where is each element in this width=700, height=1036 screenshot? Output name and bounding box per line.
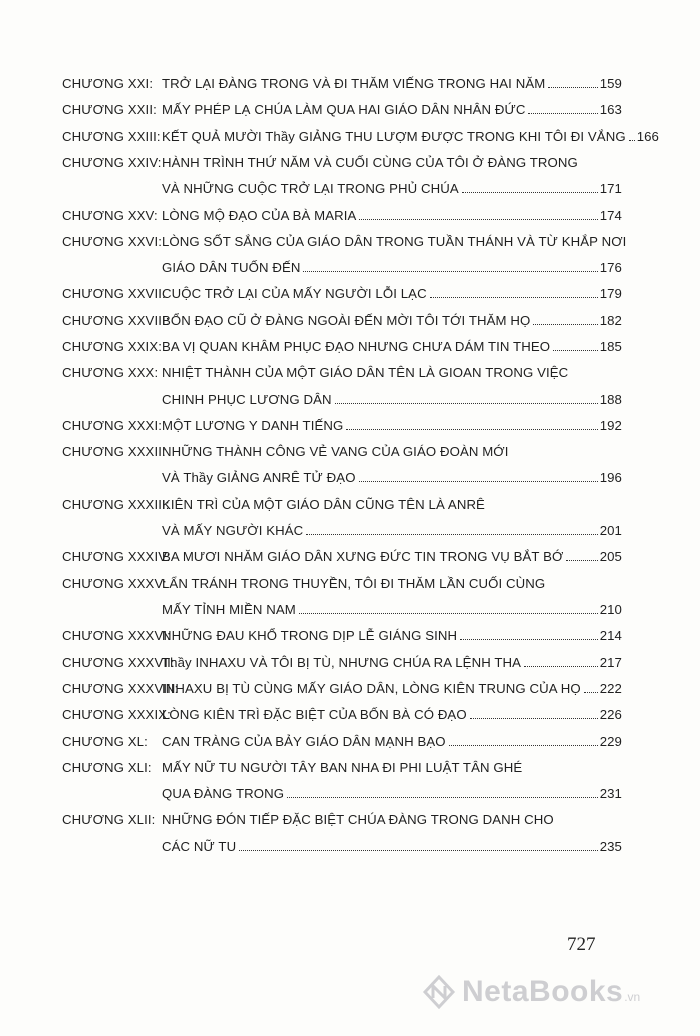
toc-title-line: CHINH PHỤC LƯƠNG DÂN bbox=[162, 391, 332, 407]
toc-title-line: MỘT LƯƠNG Y DANH TIẾNG bbox=[162, 417, 344, 433]
toc-title-line: INHAXU BỊ TÙ CÙNG MẤY GIÁO DÂN, LÒNG KIÊN TRUNG CỦA HỌ bbox=[162, 680, 581, 696]
toc-leader-dots bbox=[553, 350, 598, 351]
toc-chapter-number: CHƯƠNG XXX: bbox=[62, 365, 159, 381]
toc-leader-dots bbox=[566, 560, 597, 561]
toc-title-line: TRỞ LẠI ĐÀNG TRONG VÀ ĐI THĂM VIẾNG TRONG HAI NĂM bbox=[162, 76, 546, 91]
toc-chapter-number: CHƯƠNG XXVI: bbox=[62, 233, 162, 249]
toc-page-number: 226 bbox=[599, 707, 622, 723]
toc-title-line: HÀNH TRÌNH THỨ NĂM VÀ CUỐI CÙNG CỦA TÔI Ở ĐÀNG TRONG bbox=[162, 154, 578, 170]
toc-page-number: 205 bbox=[599, 549, 622, 565]
toc-chapter-number: CHƯƠNG XXXVI: bbox=[62, 628, 171, 644]
page-number: 727 bbox=[567, 934, 596, 955]
toc-entry bbox=[62, 444, 622, 497]
toc-entry bbox=[62, 155, 622, 208]
toc-chapter-number: CHƯƠNG XLII: bbox=[62, 812, 156, 828]
toc-page-number: 210 bbox=[599, 601, 622, 617]
toc-chapter-number: CHƯƠNG XXVII: bbox=[62, 286, 166, 302]
toc-title-line: LÒNG KIÊN TRÌ ĐẶC BIỆT CỦA BỐN BÀ CÓ ĐẠO bbox=[162, 707, 467, 723]
toc-chapter-number: CHƯƠNG XXII: bbox=[62, 102, 157, 118]
toc-title-line: GIÁO DÂN TUỐN ĐẾN bbox=[162, 260, 301, 276]
toc-page-number: 159 bbox=[599, 76, 622, 91]
toc-entry bbox=[62, 233, 627, 287]
toc-chapter-number: CHƯƠNG XXXV: bbox=[62, 575, 167, 591]
toc-page-number: 222 bbox=[599, 680, 622, 696]
toc-entry bbox=[62, 286, 622, 312]
toc-chapter-number: CHƯƠNG XXI: bbox=[62, 76, 154, 91]
toc-entry bbox=[62, 549, 622, 575]
toc-leader-dots bbox=[335, 403, 598, 404]
toc-page-number: 229 bbox=[599, 733, 622, 749]
toc-title-line: QUA ĐÀNG TRONG bbox=[162, 786, 285, 802]
toc-chapter-number: CHƯƠNG XXXI: bbox=[62, 417, 162, 433]
toc-title-line: MẤY PHÉP LẠ CHÚA LÀM QUA HAI GIÁO DÂN NHÂN ĐỨC bbox=[162, 102, 526, 118]
toc-entry bbox=[62, 128, 659, 155]
toc-leader-dots bbox=[430, 297, 598, 298]
toc-chapter-number: CHƯƠNG XXVIII: bbox=[62, 312, 170, 328]
toc-entry bbox=[62, 365, 622, 418]
toc-entry bbox=[62, 707, 622, 733]
toc-page-number: 214 bbox=[599, 628, 622, 644]
toc-title-line: LÒNG SỐT SẮNG CỦA GIÁO DÂN TRONG TUẦN THÁNH VÀ TỪ KHẮP NƠI bbox=[162, 233, 627, 249]
toc-page-number: 176 bbox=[599, 260, 622, 276]
toc-chapter-number: CHƯƠNG XXXII: bbox=[62, 444, 166, 460]
toc-entry bbox=[62, 628, 622, 654]
toc-page-number: 196 bbox=[599, 470, 622, 486]
toc-title-line: BỔN ĐẠO CŨ Ở ĐÀNG NGOÀI ĐẾN MỜI TÔI TỚI THĂM HỌ bbox=[162, 312, 531, 328]
watermark-brand: NetaBooks bbox=[462, 975, 624, 1008]
toc-chapter-number: CHƯƠNG XXXIV: bbox=[62, 549, 171, 565]
toc-chapter-number: CHƯƠNG XXIII: bbox=[62, 128, 161, 144]
toc-entry bbox=[62, 655, 622, 681]
toc-title-line: CAN TRÀNG CỦA BẢY GIÁO DÂN MẠNH BẠO bbox=[162, 733, 446, 749]
toc-page-number: 217 bbox=[599, 654, 622, 670]
toc-chapter-number: CHƯƠNG XXXIX: bbox=[62, 707, 171, 723]
toc-title-line: MẤY NỮ TU NGƯỜI TÂY BAN NHA ĐI PHI LUẬT TÂN GHÉ bbox=[162, 759, 523, 775]
toc-page-number: 235 bbox=[599, 838, 622, 854]
toc-page-number: 174 bbox=[599, 207, 622, 223]
toc-leader-dots bbox=[470, 718, 598, 719]
toc-title-line: NHIỆT THÀNH CỦA MỘT GIÁO DÂN TÊN LÀ GIOAN TRONG VIỆC bbox=[162, 365, 569, 381]
toc-chapter-number: CHƯƠNG XL: bbox=[62, 733, 148, 749]
toc-title-line: MẤY TỈNH MIỀN NAM bbox=[162, 601, 296, 617]
toc-title-line: LẨN TRÁNH TRONG THUYỀN, TÔI ĐI THĂM LẦN CUỐI CÙNG bbox=[162, 575, 546, 591]
toc-page-number: 166 bbox=[636, 128, 659, 144]
toc-leader-dots bbox=[299, 613, 598, 614]
toc-title-line: CUỘC TRỞ LẠI CỦA MẤY NGƯỜI LỖI LẠC bbox=[162, 286, 427, 302]
toc-title-line: KẾT QUẢ MƯỜI Thầy GIẢNG THU LƯỢM ĐƯỢC TRONG KHI TÔI ĐI VẮNG bbox=[162, 128, 626, 144]
toc-title-line: NHỮNG ĐAU KHỔ TRONG DỊP LỄ GIÁNG SINH bbox=[162, 628, 458, 644]
toc-page-number: 182 bbox=[599, 312, 622, 328]
toc-leader-dots bbox=[287, 797, 598, 798]
toc-chapter-number: CHƯƠNG XXXVII: bbox=[62, 654, 175, 670]
toc-title-line: LÒNG MỘ ĐẠO CỦA BÀ MARIA bbox=[162, 207, 357, 223]
toc-entry bbox=[62, 497, 622, 550]
toc-chapter-number: CHƯƠNG XXXIII: bbox=[62, 496, 170, 512]
toc-chapter-number: CHƯƠNG XLI: bbox=[62, 759, 152, 775]
toc-page-number: 171 bbox=[599, 181, 622, 197]
toc-title-line: CÁC NỮ TU bbox=[162, 838, 237, 854]
toc-chapter-number: CHƯƠNG XXV: bbox=[62, 207, 158, 223]
toc-leader-dots bbox=[306, 534, 597, 535]
toc-entry bbox=[62, 102, 622, 128]
toc-leader-dots bbox=[548, 87, 597, 88]
watermark bbox=[422, 975, 640, 1009]
toc-leader-dots bbox=[533, 324, 597, 325]
toc-leader-dots bbox=[359, 481, 598, 482]
toc-title-line: NHỮNG THÀNH CÔNG VẺ VANG CỦA GIÁO ĐOÀN MỚI bbox=[162, 444, 509, 460]
toc-title-line: KIÊN TRÌ CỦA MỘT GIÁO DÂN CŨNG TÊN LÀ ANRÊ bbox=[162, 496, 485, 512]
toc-entry bbox=[62, 313, 622, 339]
toc-title-line: VÀ MẤY NGƯỜI KHÁC bbox=[162, 523, 304, 539]
toc-page-number: 185 bbox=[599, 339, 622, 354]
toc-page-number: 179 bbox=[599, 286, 622, 302]
toc-entry bbox=[62, 208, 622, 234]
toc-leader-dots bbox=[359, 219, 597, 220]
toc-entry bbox=[62, 760, 622, 813]
toc-entry bbox=[62, 681, 622, 707]
toc-page-number: 231 bbox=[599, 786, 622, 802]
toc-title-line: NHỮNG ĐÓN TIẾP ĐẶC BIỆT CHÚA ĐÀNG TRONG DANH CHO bbox=[162, 812, 554, 828]
toc-page-number: 192 bbox=[599, 417, 622, 433]
toc-leader-dots bbox=[239, 850, 597, 851]
toc-leader-dots bbox=[449, 745, 598, 746]
toc-title-line: VÀ NHỮNG CUỘC TRỞ LẠI TRONG PHỦ CHÚA bbox=[162, 181, 459, 197]
toc-leader-dots bbox=[346, 429, 597, 430]
toc-page-number: 163 bbox=[599, 102, 622, 118]
toc-page-number: 201 bbox=[599, 523, 622, 539]
toc-leader-dots bbox=[524, 666, 598, 667]
toc-entry bbox=[62, 339, 622, 365]
toc-title-line: BA MƯƠI NHĂM GIÁO DÂN XƯNG ĐỨC TIN TRONG VỤ BẮT BỚ bbox=[162, 549, 564, 565]
toc-leader-dots bbox=[528, 113, 597, 114]
toc-leader-dots bbox=[629, 140, 635, 141]
toc-leader-dots bbox=[462, 192, 598, 193]
toc-entry bbox=[62, 576, 622, 629]
toc-leader-dots bbox=[303, 271, 597, 272]
neta-logo-icon bbox=[422, 975, 456, 1009]
toc-entry bbox=[62, 418, 622, 444]
toc-entry bbox=[62, 812, 622, 865]
toc-chapter-number: CHƯƠNG XXXVIII: bbox=[62, 680, 179, 696]
toc-title-line: BA VỊ QUAN KHÂM PHỤC ĐẠO NHƯNG CHƯA DÁM TIN THEO bbox=[162, 339, 551, 354]
toc-entry bbox=[62, 734, 622, 760]
toc-leader-dots bbox=[584, 692, 598, 693]
toc-title-line: VÀ Thầy GIẢNG ANRÊ TỬ ĐẠO bbox=[162, 470, 356, 486]
watermark-tld: .vn bbox=[624, 990, 641, 1004]
toc-entry bbox=[62, 76, 622, 102]
toc-chapter-number: CHƯƠNG XXIV: bbox=[62, 154, 162, 170]
toc-leader-dots bbox=[460, 639, 598, 640]
toc-page-number: 188 bbox=[599, 391, 622, 407]
toc-title-line: Thầy INHAXU VÀ TÔI BỊ TÙ, NHƯNG CHÚA RA LỆNH THA bbox=[162, 654, 522, 670]
toc-chapter-number: CHƯƠNG XXIX: bbox=[62, 339, 162, 354]
